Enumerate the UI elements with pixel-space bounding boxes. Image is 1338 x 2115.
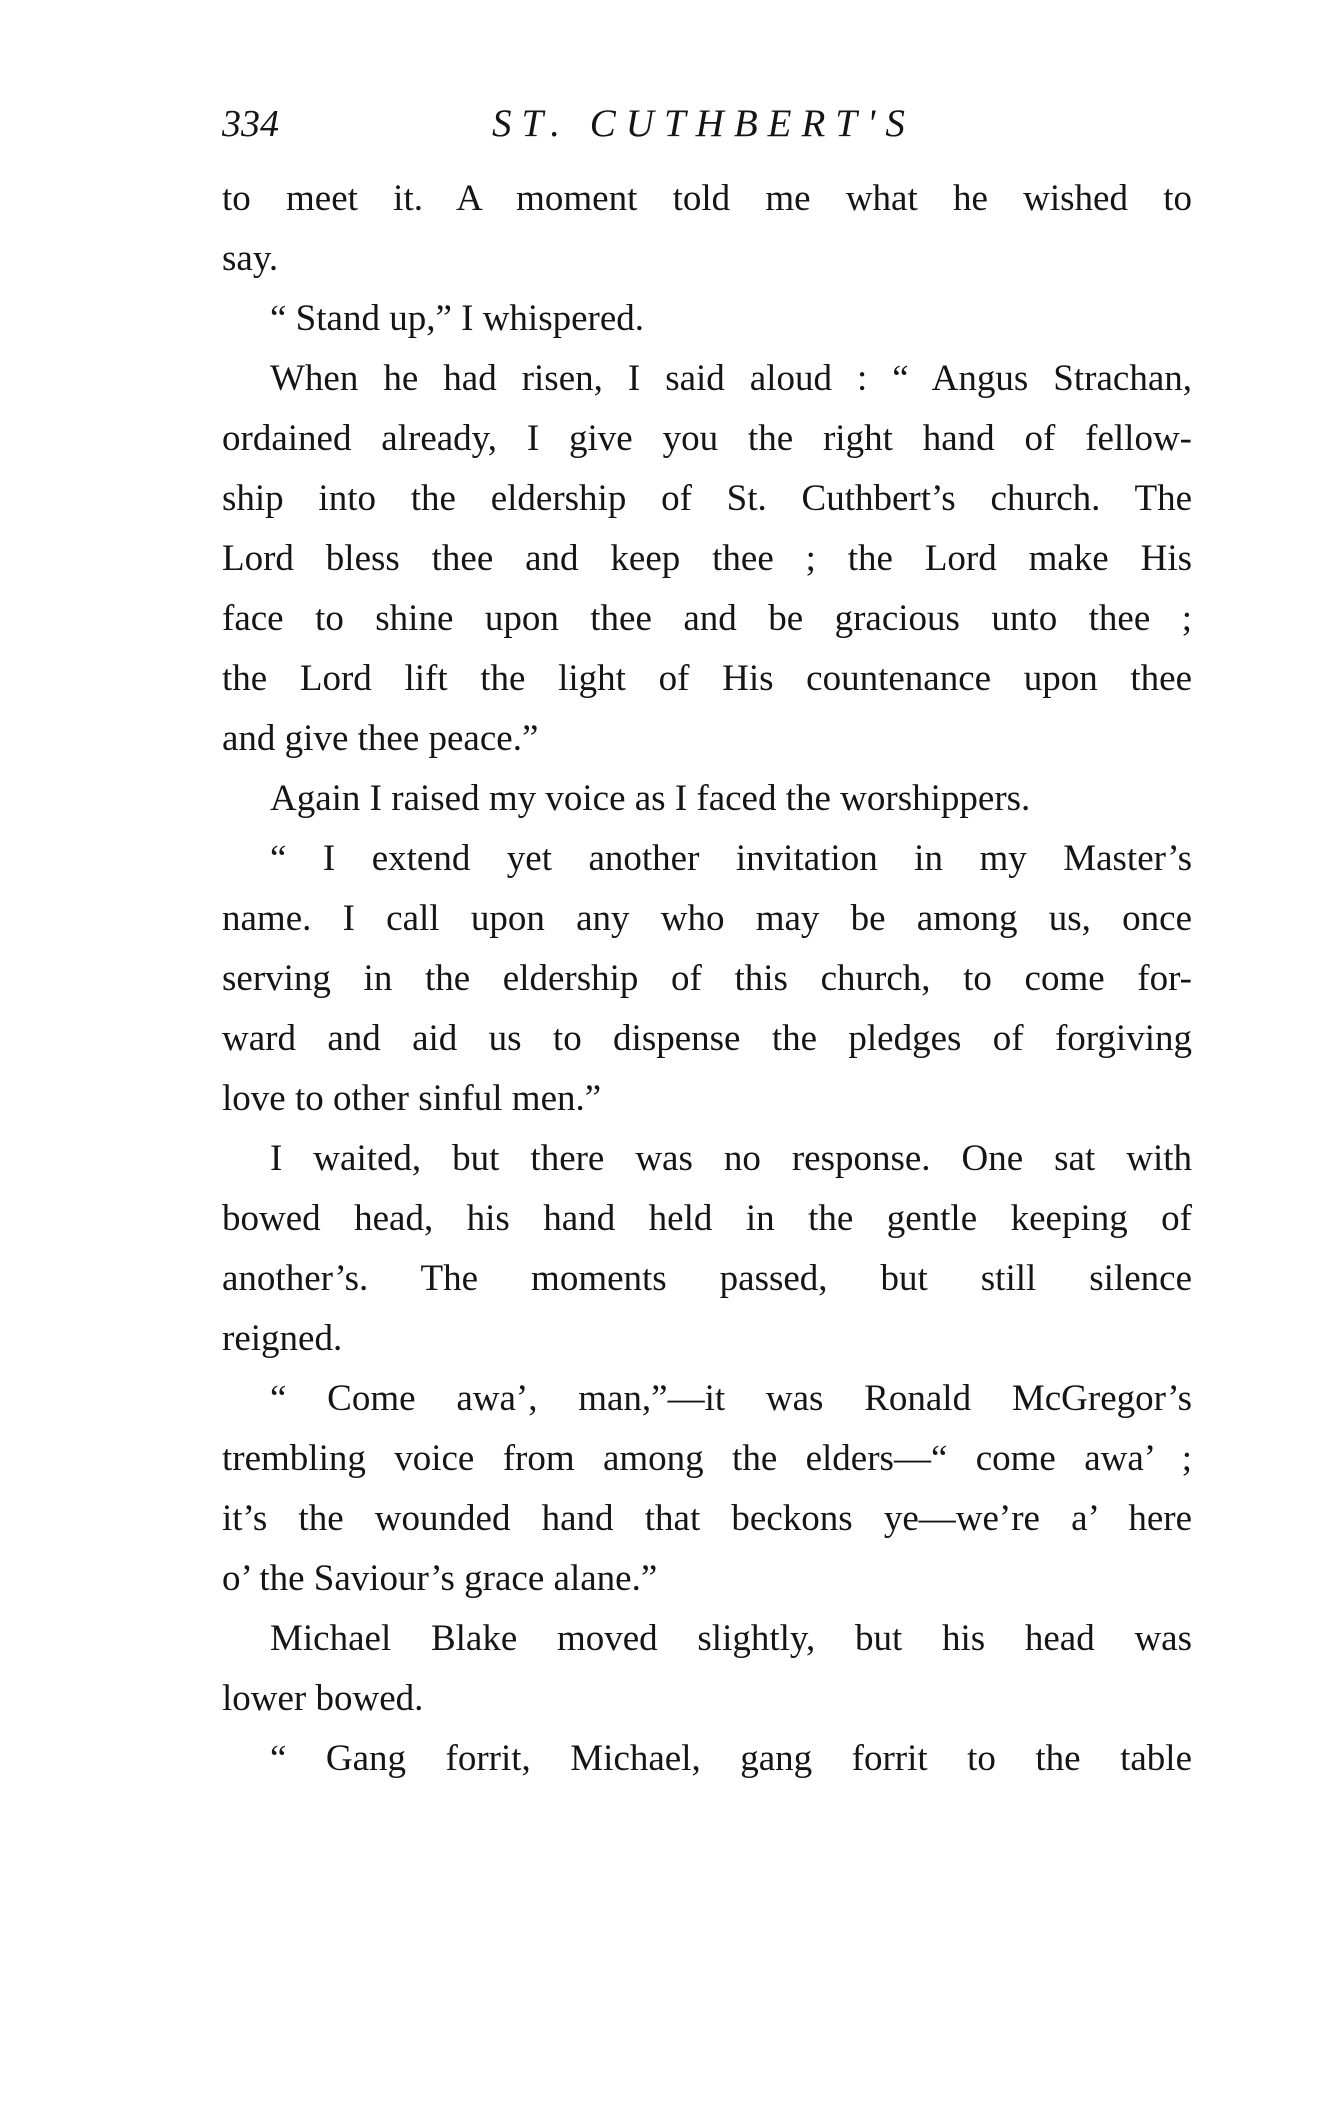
text-line: face to shine upon thee and be gracious unto thee ; (222, 598, 1192, 639)
text-line: When he had risen, I said aloud : “ Angus Strachan, (270, 358, 1192, 399)
text-line: say. (222, 238, 279, 279)
text-line: I waited, but there was no response. One sat with (270, 1138, 1192, 1179)
running-title: ST. CUTHBERT'S (492, 102, 915, 145)
text-line: lower bowed. (222, 1678, 424, 1719)
text-line: another’s. The moments passed, but still silence (222, 1258, 1192, 1299)
body-text (222, 169, 1192, 1789)
page-number: 334 (222, 103, 279, 145)
text-line: “ Stand up,” I whispered. (270, 298, 645, 339)
text-line: it’s the wounded hand that beckons ye—we’re a’ here (222, 1498, 1192, 1539)
text-line: bowed head, his hand held in the gentle keeping of (222, 1198, 1192, 1239)
text-line: serving in the eldership of this church, to come for- (222, 958, 1192, 999)
text-line: and give thee peace.” (222, 718, 539, 759)
text-line: Lord bless thee and keep thee ; the Lord make His (222, 538, 1192, 579)
text-line: reigned. (222, 1318, 343, 1359)
text-line: Michael Blake moved slightly, but his head was (270, 1618, 1192, 1659)
text-line: ordained already, I give you the right hand of fellow- (222, 418, 1192, 459)
text-line: ward and aid us to dispense the pledges of forgiving (222, 1018, 1192, 1059)
text-line: ship into the eldership of St. Cuthbert’s church. The (222, 478, 1192, 519)
text-line: “ I extend yet another invitation in my Master’s (270, 838, 1192, 879)
text-line: “ Gang forrit, Michael, gang forrit to the table (270, 1738, 1192, 1779)
text-line: the Lord lift the light of His countenance upon thee (222, 658, 1192, 699)
page-header (222, 96, 1192, 152)
text-line: to meet it. A moment told me what he wished to (222, 178, 1192, 219)
text-line: trembling voice from among the elders—“ come awa’ ; (222, 1438, 1192, 1479)
text-line: name. I call upon any who may be among us, once (222, 898, 1192, 939)
text-line: love to other sinful men.” (222, 1078, 602, 1119)
text-line: o’ the Saviour’s grace alane.” (222, 1558, 658, 1599)
text-line: Again I raised my voice as I faced the worshippers. (270, 778, 1031, 819)
text-line: “ Come awa’, man,”—it was Ronald McGregor’s (270, 1378, 1192, 1419)
